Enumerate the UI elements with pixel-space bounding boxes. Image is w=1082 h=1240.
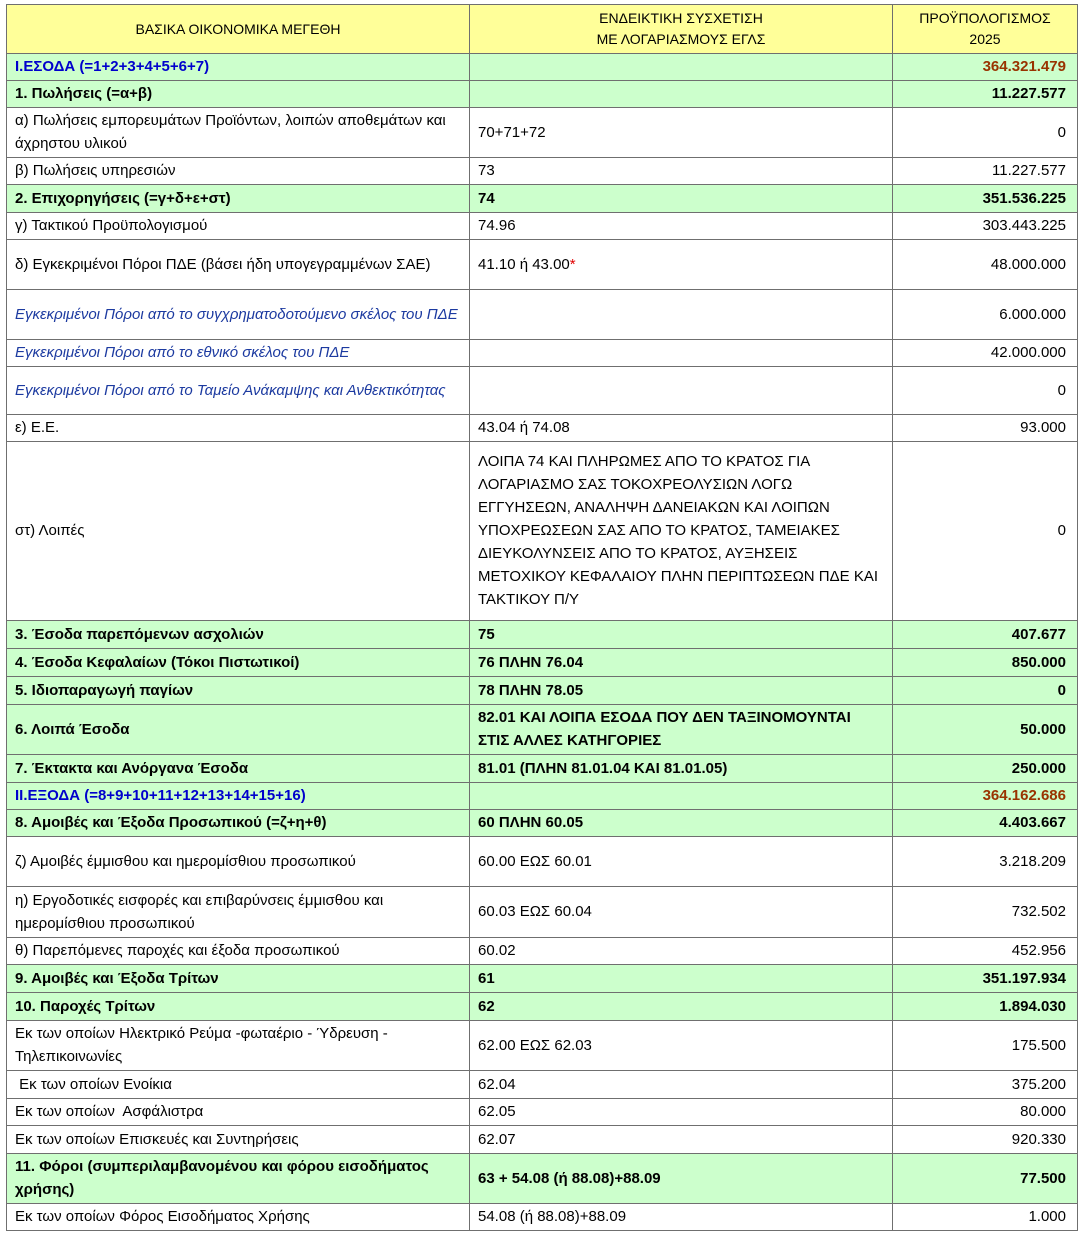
table-row [7,158,1078,185]
row-value: 351.197.934 [893,965,1078,993]
table-row [7,54,1078,81]
row-label: I.ΕΣΟΔΑ (=1+2+3+4+5+6+7) [7,54,470,81]
table-row [7,938,1078,965]
row-label: 4. Έσοδα Κεφαλαίων (Τόκοι Πιστωτικοί) [7,649,470,677]
row-label: Εκ των οποίων Ενοίκια [7,1071,470,1099]
row-account [470,81,893,108]
row-label: Εγκεκριμένοι Πόροι από το εθνικό σκέλος του ΠΔΕ [7,340,470,367]
table-row [7,185,1078,213]
row-label: η) Εργοδοτικές εισφορές και επιβαρύνσεις έμμισθου και ημερομίσθιου προσωπικού [7,887,470,938]
row-value: 0 [893,677,1078,705]
row-label: 1. Πωλήσεις (=α+β) [7,81,470,108]
row-label: 6. Λοιπά Έσοδα [7,705,470,755]
row-value: 920.330 [893,1126,1078,1154]
table-row [7,367,1078,415]
row-label: 9. Αμοιβές και Έξοδα Τρίτων [7,965,470,993]
row-value: 11.227.577 [893,81,1078,108]
row-value: 452.956 [893,938,1078,965]
table-row [7,677,1078,705]
row-account: 60.03 ΕΩΣ 60.04 [470,887,893,938]
budget-table [6,4,1078,1231]
row-label: 5. Ιδιοπαραγωγή παγίων [7,677,470,705]
table-row [7,240,1078,290]
row-account: 81.01 (ΠΛΗΝ 81.01.04 ΚΑΙ 81.01.05) [470,755,893,783]
row-account [470,340,893,367]
row-value: 11.227.577 [893,158,1078,185]
row-account: 62.04 [470,1071,893,1099]
row-account: 62.07 [470,1126,893,1154]
row-account: 43.04 ή 74.08 [470,415,893,442]
row-account: 62 [470,993,893,1021]
row-value: 351.536.225 [893,185,1078,213]
row-account: 70+71+72 [470,108,893,158]
row-account: 63 + 54.08 (ή 88.08)+88.09 [470,1154,893,1204]
row-value: 6.000.000 [893,290,1078,340]
table-row [7,442,1078,621]
row-account: 73 [470,158,893,185]
table-row [7,1071,1078,1099]
table-row [7,340,1078,367]
table-row [7,1204,1078,1231]
table-row [7,887,1078,938]
row-label: ζ) Αμοιβές έμμισθου και ημερομίσθιου προσωπικού [7,837,470,887]
table-row [7,108,1078,158]
row-account: 62.05 [470,1099,893,1126]
row-account: 78 ΠΛΗΝ 78.05 [470,677,893,705]
row-label: θ) Παρεπόμενες παροχές και έξοδα προσωπικού [7,938,470,965]
row-value: 364.162.686 [893,783,1078,810]
header-budget: ΠΡΟΫΠΟΛΟΓΙΣΜΟΣ 2025 [893,5,1078,54]
row-value: 732.502 [893,887,1078,938]
table-row [7,290,1078,340]
row-value: 0 [893,442,1078,621]
table-row [7,705,1078,755]
row-label: Εγκεκριμένοι Πόροι από το συγχρηματοδοτούμενο σκέλος του ΠΔΕ [7,290,470,340]
footnote-asterisk: * [569,255,576,273]
header-accounts: ΕΝΔΕΙΚΤΙΚΗ ΣΥΣΧΕΤΙΣΗ ΜΕ ΛΟΓΑΡΙΑΣΜΟΥΣ ΕΓΛΣ [470,5,893,54]
row-label: 11. Φόροι (συμπεριλαμβανομένου και φόρου εισοδήματος χρήσης) [7,1154,470,1204]
row-value: 364.321.479 [893,54,1078,81]
row-account: 82.01 ΚΑΙ ΛΟΙΠΑ ΕΣΟΔΑ ΠΟΥ ΔΕΝ ΤΑΞΙΝΟΜΟΥΝΤΑΙ ΣΤΙΣ ΑΛΛΕΣ ΚΑΤΗΓΟΡΙΕΣ [470,705,893,755]
row-account: 41.10 ή 43.00* [470,240,893,290]
row-value: 175.500 [893,1021,1078,1071]
row-label: Εκ των οποίων Φόρος Εισοδήματος Χρήσης [7,1204,470,1231]
row-label: Εκ των οποίων Ασφάλιστρα [7,1099,470,1126]
row-label: 2. Επιχορηγήσεις (=γ+δ+ε+στ) [7,185,470,213]
table-header-row [7,5,1078,54]
table-row [7,755,1078,783]
row-label: α) Πωλήσεις εμπορευμάτων Προϊόντων, λοιπών αποθεμάτων και άχρηστου υλικού [7,108,470,158]
table-row [7,993,1078,1021]
row-account [470,54,893,81]
row-value: 250.000 [893,755,1078,783]
row-account: 60.02 [470,938,893,965]
row-label: 8. Αμοιβές και Έξοδα Προσωπικού (=ζ+η+θ) [7,810,470,837]
row-value: 93.000 [893,415,1078,442]
table-row [7,1099,1078,1126]
row-account: 60.00 ΕΩΣ 60.01 [470,837,893,887]
row-label: στ) Λοιπές [7,442,470,621]
table-row [7,415,1078,442]
row-value: 850.000 [893,649,1078,677]
row-label: ε) Ε.Ε. [7,415,470,442]
table-row [7,783,1078,810]
row-value: 0 [893,108,1078,158]
row-account: 61 [470,965,893,993]
row-value: 4.403.667 [893,810,1078,837]
row-value: 80.000 [893,1099,1078,1126]
table-row [7,621,1078,649]
row-label: 7. Έκτακτα και Ανόργανα Έσοδα [7,755,470,783]
row-value: 1.000 [893,1204,1078,1231]
row-account: ΛΟΙΠΑ 74 ΚΑΙ ΠΛΗΡΩΜΕΣ ΑΠΟ ΤΟ ΚΡΑΤΟΣ ΓΙΑ ΛΟΓΑΡΙΑΣΜΟ ΣΑΣ ΤΟΚΟΧΡΕΟΛΥΣΙΩΝ ΛΟΓΩ ΕΓΓΥΗΣΕΩΝ, ΑΝΑΛΗΨΗ ΔΑΝΕΙΑΚΩΝ ΚΑΙ ΛΟΙΠΩΝ ΥΠΟΧΡΕΩΣΕΩΝ ΣΑΣ ΑΠΟ ΤΟ ΚΡΑΤΟΣ, ΤΑΜΕΙΑΚΕΣ ΔΙΕΥΚΟΛΥΝΣΕΙΣ ΑΠΟ ΤΟ ΚΡΑΤΟΣ, ΑΥΞΗΣΕΙΣ ΜΕΤΟΧΙΚΟΥ ΚΕΦΑΛΑΙΟΥ ΠΛΗΝ ΠΕΡΙΠΤΩΣΕΩΝ ΠΔΕ ΚΑΙ ΤΑΚΤΙΚΟΥ Π/Υ [470,442,893,621]
row-label: Εκ των οποίων Επισκευές και Συντηρήσεις [7,1126,470,1154]
row-label: Εγκεκριμένοι Πόροι από το Ταμείο Ανάκαμψης και Ανθεκτικότητας [7,367,470,415]
table-row [7,965,1078,993]
row-label: 3. Έσοδα παρεπόμενων ασχολιών [7,621,470,649]
row-account [470,367,893,415]
row-value: 50.000 [893,705,1078,755]
row-value: 375.200 [893,1071,1078,1099]
table-row [7,810,1078,837]
row-account [470,783,893,810]
row-account: 75 [470,621,893,649]
row-account: 74 [470,185,893,213]
row-label: δ) Εγκεκριμένοι Πόροι ΠΔΕ (βάσει ήδη υπογεγραμμένων ΣΑΕ) [7,240,470,290]
table-row [7,1154,1078,1204]
row-account: 62.00 ΕΩΣ 62.03 [470,1021,893,1071]
row-label: 10. Παροχές Τρίτων [7,993,470,1021]
row-account: 60 ΠΛΗΝ 60.05 [470,810,893,837]
row-label: β) Πωλήσεις υπηρεσιών [7,158,470,185]
row-label: γ) Τακτικού Προϋπολογισμού [7,213,470,240]
row-value: 42.000.000 [893,340,1078,367]
table-row [7,213,1078,240]
table-row [7,837,1078,887]
table-row [7,1126,1078,1154]
row-value: 303.443.225 [893,213,1078,240]
header-metrics: ΒΑΣΙΚΑ ΟΙΚΟΝΟΜΙΚΑ ΜΕΓΕΘΗ [7,5,470,54]
row-account: 74.96 [470,213,893,240]
row-value: 77.500 [893,1154,1078,1204]
row-value: 0 [893,367,1078,415]
row-label: Εκ των οποίων Ηλεκτρικό Ρεύμα -φωταέριο - Ύδρευση - Τηλεπικοινωνίες [7,1021,470,1071]
row-account: 54.08 (ή 88.08)+88.09 [470,1204,893,1231]
table-row [7,81,1078,108]
row-value: 48.000.000 [893,240,1078,290]
row-value: 3.218.209 [893,837,1078,887]
row-value: 407.677 [893,621,1078,649]
table-row [7,649,1078,677]
row-value: 1.894.030 [893,993,1078,1021]
row-label: II.ΕΞΟΔΑ (=8+9+10+11+12+13+14+15+16) [7,783,470,810]
row-account [470,290,893,340]
row-account: 76 ΠΛΗΝ 76.04 [470,649,893,677]
table-row [7,1021,1078,1071]
